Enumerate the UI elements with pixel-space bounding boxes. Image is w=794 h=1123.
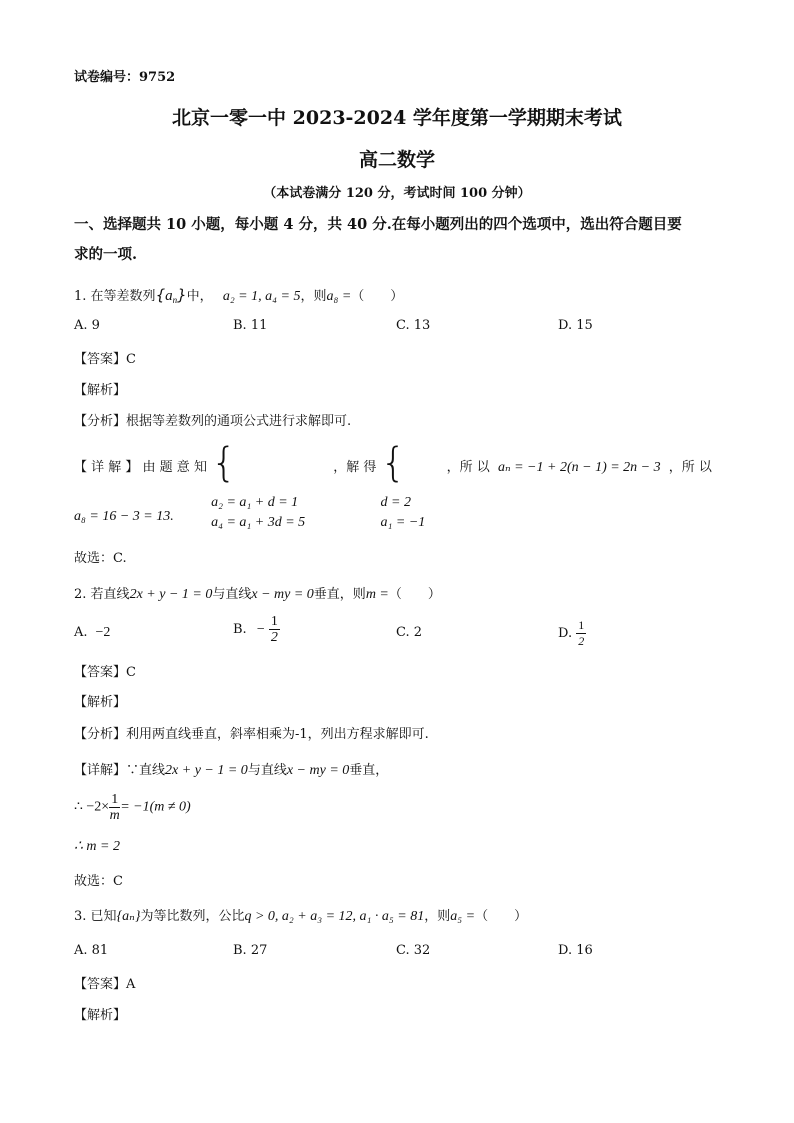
question-2: 2. 若直线2x + y − 1 = 0与直线x − my = 0垂直，则m =（ ） bbox=[74, 587, 441, 602]
q2-option-c: C. 2 bbox=[396, 625, 423, 640]
q2-choose: 故选：C bbox=[74, 874, 123, 889]
q2-option-b: B. − $\frac{1}{2}$ bbox=[233, 614, 278, 645]
q3-jiexi-tag: 【解析】 bbox=[74, 1008, 127, 1023]
q2-analysis: 【分析】利用两直线垂直，斜率相乘为-1，列出方程求解即可. bbox=[74, 727, 429, 742]
q1-option-b: B. 11 bbox=[233, 318, 268, 333]
section-heading-line2: 求的一项. bbox=[74, 246, 138, 263]
q2-step-2: ∴ m = 2 bbox=[74, 839, 120, 854]
question-3: 3. 已知{aₙ}为等比数列，公比q > 0, a₂ + a₃ = 12, a₁ · a₅ = 81，则a₅ =（ ） bbox=[74, 909, 528, 924]
q1-analysis: 【分析】根据等差数列的通项公式进行求解即可. bbox=[74, 414, 352, 429]
q1-option-d: D. 15 bbox=[558, 318, 593, 333]
q1-answer: 【答案】C bbox=[74, 352, 136, 367]
page-title: 北京一零一中 2023-2024 学年度第一学期期末考试 bbox=[172, 107, 622, 129]
q2-detail: 【详解】∵直线2x + y − 1 = 0与直线x − my = 0垂直， bbox=[74, 763, 389, 778]
q3-answer: 【答案】A bbox=[74, 977, 136, 992]
q3-option-a: A. 81 bbox=[74, 943, 109, 958]
q1-result: a₈ = 16 − 3 = 13. bbox=[74, 509, 174, 524]
q3-option-c: C. 32 bbox=[396, 943, 431, 958]
section-heading-line1: 一、选择题共 10 小题，每小题 4 分，共 40 分.在每小题列出的四个选项中，选出符合题目要 bbox=[74, 216, 682, 233]
q1-jiexi-tag: 【解析】 bbox=[74, 383, 127, 398]
q1-option-a: A. 9 bbox=[74, 318, 100, 333]
q2-answer: 【答案】C bbox=[74, 665, 136, 680]
question-1: 1. 在等差数列$\{a_n\}$中， a₂ = 1, a₄ = 5，则a₈ =（ ） bbox=[74, 286, 404, 305]
q1-option-c: C. 13 bbox=[396, 318, 431, 333]
q1-choose: 故选：C. bbox=[74, 551, 127, 566]
exam-note: （本试卷满分 120 分，考试时间 100 分钟） bbox=[263, 186, 531, 201]
q2-step-1: ∴ −2× $\frac{1}{m}$ = −1(m ≠ 0) bbox=[74, 792, 191, 823]
subject-title: 高二数学 bbox=[358, 149, 435, 171]
q2-option-d: D. $\frac{1}{2}$ bbox=[558, 618, 585, 648]
q3-option-b: B. 27 bbox=[233, 943, 268, 958]
q3-option-d: D. 16 bbox=[558, 943, 593, 958]
q1-detail: 【 详 解 】 由 题 意 知 { a₂ = a₁ + d = 1 a₄ = a₁ + 3d = 5 ，解 得 { d = 2 a₁ = −1 ，所 以 aₙ = −1 + 2(n − 1) = 2n − 3 ，所 以 bbox=[74, 439, 712, 530]
q2-option-a: A. −2 bbox=[74, 625, 111, 640]
q2-jiexi-tag: 【解析】 bbox=[74, 695, 127, 710]
paper-number: 试卷编号：9752 bbox=[74, 70, 176, 85]
